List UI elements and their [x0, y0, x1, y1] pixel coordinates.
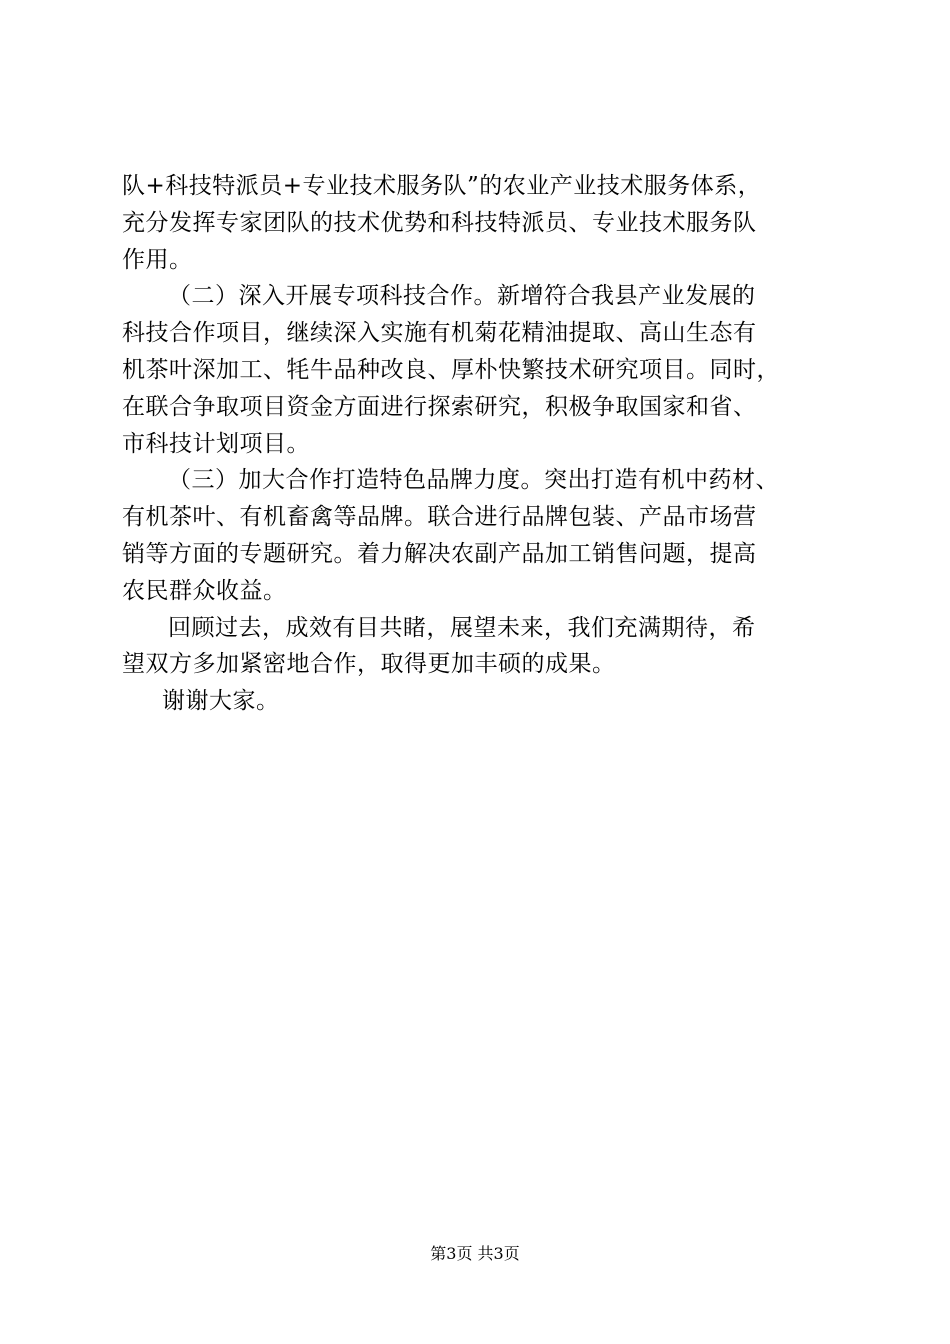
text-line: 望双方多加紧密地合作，取得更加丰硕的成果。 — [122, 651, 616, 678]
text-line: 充分发挥专家团队的技术优势和科技特派员、专业技术服务队 — [122, 209, 757, 236]
text-line: 作用。 — [122, 246, 193, 273]
text-line: 有机茶叶、有机畜禽等品牌。联合进行品牌包装、产品市场营 — [122, 504, 757, 531]
text-line: 在联合争取项目资金方面进行探索研究，积极争取国家和省、 — [122, 393, 757, 420]
text-line: 市科技计划项目。 — [122, 430, 310, 457]
text-line: 队+科技特派员+专业技术服务队”的农业产业技术服务体系， — [122, 173, 762, 199]
text-line: 回顾过去，成效有目共睹，展望未来，我们充满期待，希 — [168, 614, 756, 641]
text-line: 农民群众收益。 — [122, 577, 287, 604]
text-line: 销等方面的专题研究。着力解决农副产品加工销售问题，提高 — [122, 540, 757, 567]
text-line: 科技合作项目，继续深入实施有机菊花精油提取、高山生态有 — [122, 320, 757, 347]
page-number-footer: 第3页 共3页 — [430, 1244, 520, 1263]
text-line: （二）深入开展专项科技合作。新增符合我县产业发展的 — [168, 283, 756, 310]
document-body — [122, 168, 842, 720]
text-line: （三）加大合作打造特色品牌力度。突出打造有机中药材、 — [168, 467, 779, 494]
text-line: 谢谢大家。 — [162, 688, 280, 715]
text-line: 机茶叶深加工、牦牛品种改良、厚朴快繁技术研究项目。同时， — [122, 356, 780, 383]
